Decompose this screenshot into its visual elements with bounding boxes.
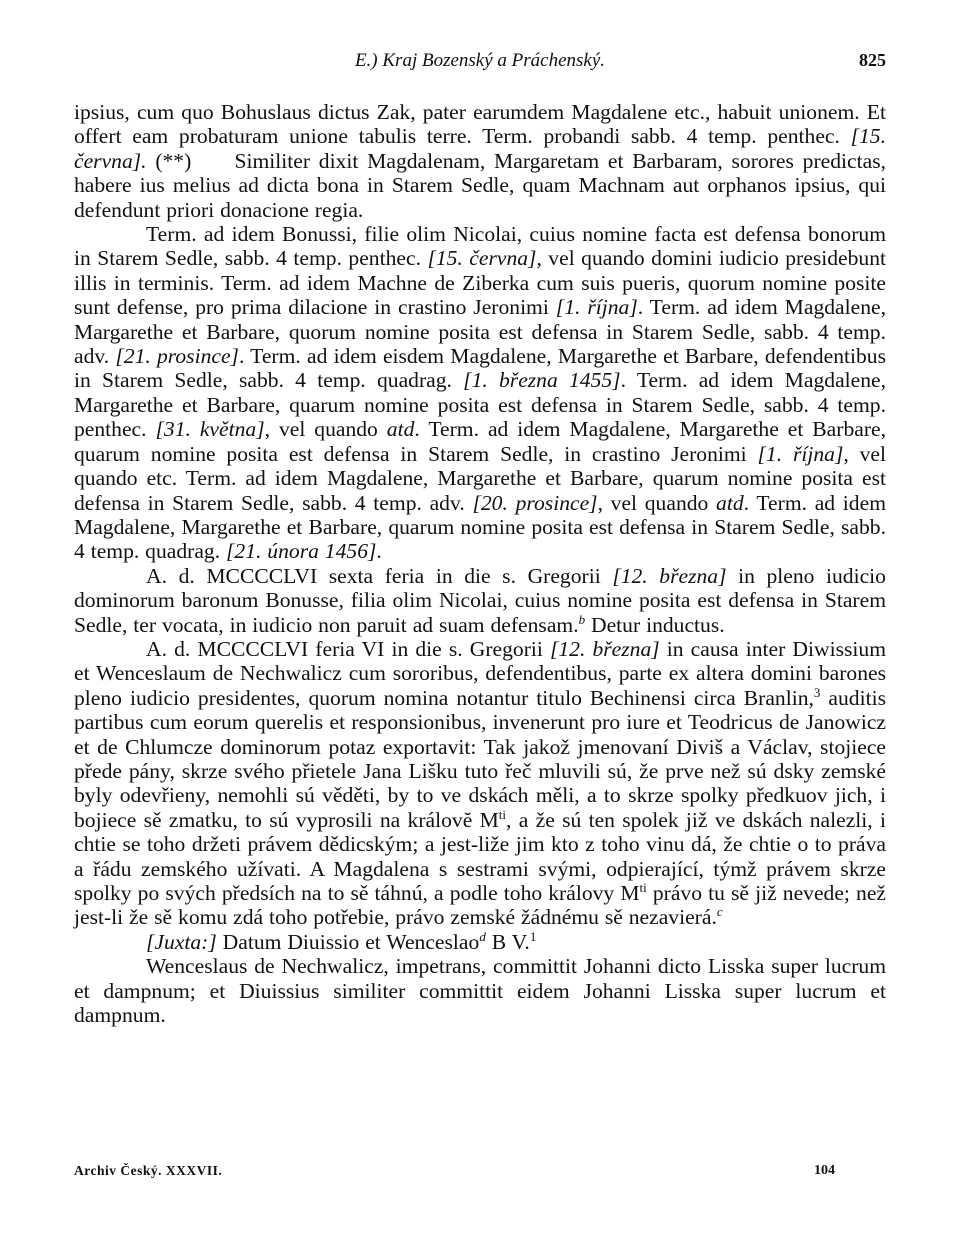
text-segment: ipsius, cum quo Bohuslaus dictus Zak, pater earumdem Magdalene etc., habuit unionem. Et offert eam probaturam unione tabulis terre. Term. probandi sabb. 4 temp. penthec. [74,100,886,149]
text-segment: , vel quando [597,490,717,515]
paragraph-p1 [74,100,886,222]
text-segment: . Term. ad idem Magdalene, Margarethe et Barbare, quorum nomine posita est defensa in Starem Sedle, sabb. 4 temp. adv. [74,295,886,369]
footnote-marker: 3 [813,684,821,700]
footnote-marker: b [578,611,586,627]
text-segment: Term. ad idem Bonussi, filie olim Nicolai, cuius nomine facta est defensa bonorum in Starem Sedle, sabb. 4 temp. penthec. [74,222,886,271]
text-segment: Detur inductus. [585,612,725,637]
text-segment: Datum Diuissio et Wenceslao [216,929,480,954]
text-segment: in causa inter Diwissium et Wenceslaum de Nechwalicz cum sororibus, defendentibus, parte ex altera domini barones pleno iudicio presidentes, quorum nomina notantur titulo Bechinensi circa Branlin, [74,636,886,710]
text-segment: atd [386,417,415,442]
paragraph-p2 [74,222,886,564]
text-segment: (**) Similiter dixit Magdalenam, Margaretam et Barbaram, sorores predictas, habere ius melius ad dicta bona in Starem Sedle, quam Machnam aut orphanos ipsius, qui defendunt priori donacione regia. [74,148,886,222]
footer-signature: Archiv Český. XXXVII. [74,1163,223,1178]
sheet-number: 104 [814,1163,835,1178]
text-segment: Wenceslaus de Nechwalicz, impetrans, committit Johanni dicto Lisska super lucrum et dampnum; et Diuissius similiter committit eidem Johanni Lisska super lucrum et dampnum. [74,954,886,1028]
paragraph-p4 [74,637,886,930]
text-segment: . Term. ad idem Magdalene, Margarethe et Barbare, quarum nomine posita est defensa in Starem Sedle, in crastino Jeronimi [74,417,887,466]
text-segment: auditis partibus cum eorum querelis et responsionibus, invenerunt pro iure et Teodricus de Janowicz et de Chlumcze dominorum potaz exportavit: Tak jakož jmenovaní Diviš a Václav, stojiece přede pány, skrze svého přietele Jana Lišku tuto řeč mluvili sú, že prve než sú dsky zemské byly odevřieny, nemohli sú věděti, by to ve dskách měli, a to skrze spolky předkuov jich, i bojiece sě zmatku, to sú vyprosili na královĕ M [74,685,886,832]
text-segment: [12. března] [549,636,660,661]
paragraph-p5 [74,930,886,954]
text-segment: . Term. ad idem Magdalene, Margarethe et Barbare, quarum nomine posita est defensa in Starem Sedle, sabb. 4 temp. penthec. [74,368,887,442]
footnote-marker: c [716,904,723,920]
text-segment: B V. [485,929,530,954]
text-segment: , a že sú ten spolek již ve dskách nalezli, i chtie se toho držeti právem dědicským; a jest-liže jim kto z toho vinu dá, že chtie o to práva a řádu zemského užívati. A Magdalena s sestrami svými, odpierající, týmž právem skrze spolky po svých předsích na to sě táhnú, a podle toho královy M [74,807,887,905]
text-segment: . Term. ad idem eisdem Magdalene, Margarethe et Barbare, defendentibus in Starem Sedle, sabb. 4 temp. quadrag. [74,344,886,393]
text-segment: [15. června] [427,246,537,271]
paragraph-p6 [74,954,886,1027]
footnote-marker: ti [498,806,507,822]
text-segment: A. d. MCCCCLVI feria VI in die s. Gregorii [146,636,550,661]
footnote-marker: d [479,928,486,944]
text-segment: atd [716,490,744,515]
text-segment: [1. března 1455] [463,368,621,393]
text-segment: [1. října] [555,295,638,320]
text-segment: , vel quando etc. Term. ad idem Magdalene, Margarethe et Barbare, quarum nomine posita est defensa in Starem Sedle, sabb. 4 temp. adv. [74,441,886,515]
paragraph-p3 [74,564,886,637]
page-number: 825 [859,50,886,70]
text-segment: [20. prosince] [472,490,598,515]
text-segment: , vel quando [264,417,387,442]
text-segment: [15. června]. [74,124,886,173]
text-segment: [31. května] [155,417,265,442]
page-footer [74,1163,886,1183]
text-segment: in pleno iudicio dominorum baronum Bonusse, filia olim Nicolai, cuius nomine posita est defensa in Starem Sedle, ter vocata, in iudicio non paruit ad suam defensam. [74,563,886,637]
footnote-marker: 1 [529,928,537,944]
running-header [74,50,886,78]
text-segment: [1. října] [757,441,844,466]
text-segment: , vel quando domini iudicio presidebunt illis in terminis. Term. ad idem Machne de Ziberka cum suis pueris, quorum nomine posite sunt defense, pro prima dilacione in crastino Jeronimi [74,246,886,320]
body-text [74,100,886,1027]
footnote-marker: ti [639,879,647,895]
text-segment: A. d. MCCCCLVI sexta feria in die s. Gregorii [146,563,613,588]
text-segment: [21. prosince] [115,344,239,369]
running-title: E.) Kraj Bozenský a Práchenský. [354,50,606,71]
text-segment: [21. února 1456] [226,539,377,564]
text-segment: [12. března] [612,563,727,588]
text-segment: právo tu sě již nevede; než jest-li že sě komu zdá toho potřebie, právo zemské žádnému sě nezavierá. [74,881,886,930]
text-segment: [Juxta:] [146,929,217,954]
text-segment: . Term. ad idem Magdalene, Margarethe et Barbare, quarum nomine posita est defensa in Starem Sedle, sabb. 4 temp. quadrag. [74,490,886,564]
text-segment: . [376,539,382,564]
